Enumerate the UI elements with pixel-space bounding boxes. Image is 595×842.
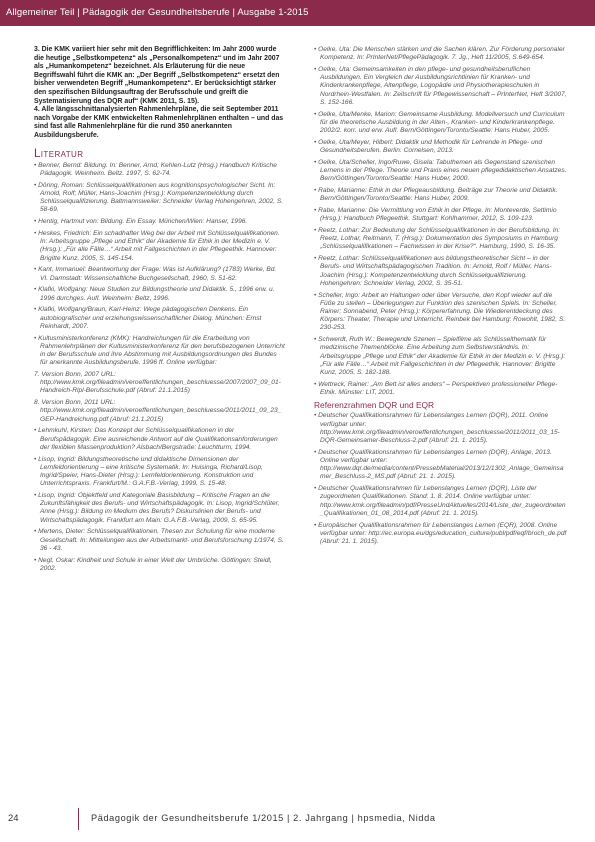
reference-entry: 8. Version Bonn, 2011 URL: http://www.kmk.org/fileadmin/veroeffentlichungen_beschluesse/2011/2011_09_23_GEP-Handreichung.pdf (Abruf: 21.1.2015) bbox=[34, 399, 282, 423]
reference-entry: • Deutscher Qualifikationsrahmen für Lebenslanges Lernen (DQR), Anlage, 2013. Online verfügbar unter: http://www.dqr.de/media/content/PressebMaterial/2013/12/1302_Anlage_Gemeinsamer_Beschluss-2_MS.pdf (Abruf: 21. 1. 2015). bbox=[314, 448, 564, 481]
reference-entry: • Mertens, Dieter: Schlüsselqualifikationen. Thesen zur Schulung für eine moderne Gesellschaft. In: Mitteilungen aus der Arbeitsmarkt- und Berufsforschung 1/1974, S. 36 - 43. bbox=[34, 528, 284, 552]
header-title: Allgemeiner Teil | Pädagogik der Gesundheitsberufe | Ausgabe 1-2015 bbox=[6, 7, 309, 18]
reference-entry: • Deutscher Qualifikationsrahmen für Lebenslanges Lernen (DQR), 2011. Online verfügbar unter: http://www.kmk.org/fileadmin/veroeffentlichungen_beschluesse/2011/2011_03_15-DQR-Gemeinsamer-Beschluss-2.pdf (Abruf: 21. 1. 2015). bbox=[314, 412, 560, 445]
reference-entry: 7. Version Bonn, 2007 URL: http://www.kmk.org/fileadmin/veroeffentlichungen_beschluesse/2007/2007_09_01-Handreich-Rlpl-Berufsschule.pdf (Abruf: 21.1.2015) bbox=[34, 370, 281, 395]
reference-entry: • Döring, Roman: Schlüsselqualifikationen aus kognitionspsychologischer Sicht. In: Arnold, Rolf; Müller, Hans-Joachim (Hrsg.): Kompetenzentwicklung durch Schlüsselqualifizierung. Baltmannsweiler: Schneider Verlag Hohengehren, 2002, S. 58-69. bbox=[34, 181, 284, 214]
reference-entry: • Wettreck, Rainer: „Am Bett ist alles anders“ – Perspektiven professioneller Pflege-Ethik. Münster: LIT, 2001. bbox=[314, 380, 558, 397]
reference-entry: • Reetz, Lothar: Zur Bedeutung der Schlüsselqualifikationen in der Berufsbildung. In: Reetz, Lothar, Reitmann, T. (Hrsg.): Dokumentation des Symposiums in Hamburg „Schlüsselqualifikationen – Fachwissen in der Krise?“. Hamburg, 1990, S. 16-35. bbox=[314, 227, 561, 251]
footer-text: Pädagogik der Gesundheitsberufe 1/2015 | 2. Jahrgang | hpsmedia, Nidda bbox=[91, 813, 436, 823]
reference-entry: • Lisop, Ingrid: Bildungstheoretische und didaktische Dimensionen der Lernfeldorientierung – eine kritische Systematik. In: Huisinga, Richard/Lisop, Ingrid/Speier, Hans-Dieter (Hrsg.): Lernfeldorientierung. Konstruktion und Unterrichtspraxis. Frankfurt/M.: G.A.F.B.-Verlag, 1999, S. 15-48. bbox=[34, 455, 263, 488]
reference-entry: • Klafki, Wolfgang/Braun, Karl-Heinz: Wege pädagogischen Denkens. Ein autobiografischer und erziehungswissenschaftlicher Dialog. München: Ernst Reinhardt, 2007. bbox=[34, 306, 262, 330]
reference-entry: • Heskes, Friedrich: Ein schadhafter Weg bei der Arbeit mit Schlüsselqualifikationen. In: Arbeitsgruppe „Pflege und Ethik“ der Akademie für Ethik in der Medizin e. V. (Hrsg.): „Für alle Fälle…“ Arbeit mit Fallgeschichten in der Pflegeethik. Hannover: Brigitte Kunz, 2005, S. 145-154. bbox=[34, 229, 280, 262]
reference-entry: • Negt, Oskar: Kindheit und Schule in einer Welt der Umbrüche. Göttingen: Steidl, 2002. bbox=[34, 556, 272, 572]
footnote-4: 4. Alle längsschnittanalysierten Rahmenlehrpläne, die seit September 2011 nach Vorgabe der KMK entwickelten Rahmenlehrplänen enthalten – und das sind fast alle Rahmenlehrpläne für die rund 350 anerkannten Ausbildungsberufe. bbox=[34, 106, 284, 139]
reference-entry: • Oelke, Uta/Menke, Marion: Gemeinsame Ausbildung. Modellversuch und Curriculum für die theoretische Ausbildung in der Alten-, Kranken- und Kinderkrankenpflege. 2002/2. korr. und erw. Aufl. Bern/Göttingen/Toronto/Seattle: Hans Huber, 2005. bbox=[314, 110, 565, 135]
reference-entry: • Oelke, Uta: Die Menschen stärken und die Sachen klären. Zur Förderung personaler Kompetenz. In: PrInterNet/PflegePädagogik. 7. Jg., Heft 11/2005, S.649-654. bbox=[314, 46, 565, 62]
footnotes bbox=[34, 46, 286, 141]
dqr-eqr-subheading: Referenzrahmen DQR und EQR bbox=[314, 400, 435, 411]
reference-entry: • Reetz, Lothar: Schlüsselqualifikationen aus bildungstheoretischer Sicht – in der Berufs- und Wirtschaftspädagogischen Tradition. In: Arnold, Rolf / Müller, Hans-Joachim (Hrsg.): Kompetenzentwicklung durch Schlüsselqualifizierung. Hohengehren: Schneider Verlag, 2002, S. 35-51. bbox=[314, 255, 552, 287]
footer-divider bbox=[78, 808, 79, 830]
reference-entry: • Oelke, Uta/Scheller, Ingo/Ruwe, Gisela: Tabuthemen als Gegenstand szenischen Lernens in der Pflege. Theorie und Praxis eines neuen pflegedidaktischen Ansatzes. Bern/Göttingen/Toronto/Seattle: Hans Huber, 2000. bbox=[314, 158, 567, 183]
reference-entry: • Schwerdt, Ruth W.: Bewegende Szenen – Spielfilme als Schlüsselthematik für medizinische Themenblöcke. Eine Arbeitung zum Selbstverständnis. In: Arbeitsgruppe „Pflege und Ethik“ der Akademie für Ethik in der Medizin e. V. (Hrsg.): „Für alle Fälle…“ Arbeit mit Fallgeschichten in der Pflegeethik. Hannover: Brigitte Kunz, 2005, S. 182-188. bbox=[314, 336, 566, 377]
reference-entry: • Lisop, Ingrid: Objektfeld und Kategoriale Basisbildung – Kritische Fragen an die Zukunftsfähigkeit des Berufs- und Wirtschaftspädagogik. In: Lisop, Ingrid/Schlüter, Anne (Hrsg.): Bildung im Medium des Berufs? Diskurslinien der Berufs- und Wirtschaftspädagogik. Frankfurt am Main: G.A.F.B.-Verlag, 2009, S. 65-95. bbox=[34, 491, 280, 524]
reference-entry: • Scheller, Ingo: Arbeit an Haltungen oder über Versuche, den Kopf wieder auf die Füße zu stellen – Überlegungen zur Funktion des szenischen Spiels. In: Scheller, Rainer; Sonnabend, Peter (Hrsg.): Körpererfahrung. Die Wiederentdeckung des Körpers: Theater, Therapie und Unterricht. Reinbek bei Hamburg: Rowohlt, 1982, S. 230-253. bbox=[314, 291, 566, 332]
reference-entry: • Deutscher Qualifikationsrahmen für Lebenslanges Lernen (DQR), Liste der zugeordneten Qualifikationen. Stand: 1. 8. 2014. Online verfügbar unter: http://www.kmk.org/fileadmin/pdf/PresseUndAktuelles/2014/Liste_der_zugeordneten_Qualifikationen_01_08_2014.pdf (Abruf: 21. 1. 2015). bbox=[314, 485, 566, 517]
reference-entry: • Oelke, Uta: Gemeinsamkeiten in den pflege- und gesundheitsberuflichen Ausbildungen. Ein Vergleich der Ausbildungsrichtlinien für Kranken- und Kinderkrankenpflege, Altenpflege, Logopädie und Physiotherapieschulen in Nordrhein-Westfalen. In: Zeitschrift für Pflegewissenschaft – PrInterNet, Heft 3/2007, S. 152-166. bbox=[314, 66, 567, 106]
right-reference-list bbox=[314, 46, 568, 397]
reference-entry: • Europäischer Qualifikationsrahmen für Lebenslanges Lernen (EQR), 2008. Online verfügbar unter: http://ec.europa.eu/dgs/education_culture/publ/pdf/eqf/broch_de.pdf (Abruf: 21. 1. 2015). bbox=[314, 521, 567, 546]
header-bar bbox=[0, 0, 595, 26]
reference-entry: • Klafki, Wolfgang: Neue Studien zur Bildungstheorie und Didaktik. 5., 1996 erw. u. 1996 durchges. Aufl. Weinheim: Beltz, 1996. bbox=[34, 286, 275, 302]
left-column bbox=[34, 46, 286, 577]
reference-entry: • Rabe, Marianne: Die Vermittlung von Ethik in der Pflege. In: Monteverde, Settimio (Hrsg.): Handbuch Pflegeethik. Stuttgart: Kohlhammer, 2012, S. 109-123. bbox=[314, 207, 557, 223]
literature-heading: Literatur bbox=[34, 147, 84, 160]
dqr-reference-list bbox=[314, 412, 568, 546]
reference-entry: • Lehmkuhl, Kirsten: Das Konzept der Schlüsselqualifikationen in der Berufspädagogik. Eine ausreichende Antwort auf die Qualifikationsanforderungen der flexiblen Massenproduktion? Alsbach/Bergstraße: Leuchtturm, 1994. bbox=[34, 427, 278, 451]
reference-entry: • Kant, Immanuel: Beantwortung der Frage: Was ist Aufklärung? (1783) Werke, Bd. VI. Darmstadt: Wissenschaftliche Buchgesellschaft, 1960, S. 51-62. bbox=[34, 266, 277, 282]
reference-entry: • Benner, Bernd: Bildung. In: Benner, Arnd; Kehlen-Lutz (Hrsg.) Handbuch Kritische Pädagogik. Weinheim. Beltz. 1997, S. 62-74. bbox=[34, 161, 277, 177]
reference-entry: • Kultusministerkonferenz (KMK): Handreichungen für die Erarbeitung von Rahmenlehrplänen der Kultusministerkonferenz für den berufsbezogenen Unterricht in der Berufsschule und ihre Abstimmung mit Ausbildungsordnungen des Bundes für anerkannte Ausbildungsberufe. 1996 ff. Online verfügbar: bbox=[34, 334, 285, 367]
right-column bbox=[314, 46, 568, 550]
left-reference-list bbox=[34, 162, 286, 573]
reference-entry: • Rabe, Marianne: Ethik in der Pflegeausbildung. Beiträge zur Theorie und Didaktik. Bern/Göttingen/Toronto/Seattle: Hans Huber, 2009. bbox=[314, 187, 558, 203]
page-number: 24 bbox=[8, 813, 19, 824]
footnote-3: 3. Die KMK variiert hier sehr mit den Begrifflichkeiten: Im Jahr 2000 wurde die heutige „Selbstkompetenz“ als „Personalkompetenz“ und im Jahr 2007 als „Humankompetenz“ bezeichnet. Als Erläuterung für die neue Begriffswahl führt die KMK an: „Der Begriff „Selbstkompetenz“ ersetzt den bisher verwendeten Begriff „Humankompetenz“. Er berücksichtigt stärker den spezifischen Bildungsauftrag der Berufsschule und greift die Systematisierung des DQR auf“ (KMK 2011, S. 15). bbox=[34, 46, 280, 105]
reference-entry: • Hentig, Hartmut von: Bildung. Ein Essay. München/Wien: Hanser, 1996. bbox=[34, 218, 248, 226]
reference-entry: • Oelke, Uta/Meyer, Hilbert: Didaktik und Methodik für Lehrende in Pflege- und Gesundheitsberufen. Berlin: Cornelsen, 2013. bbox=[314, 138, 543, 155]
